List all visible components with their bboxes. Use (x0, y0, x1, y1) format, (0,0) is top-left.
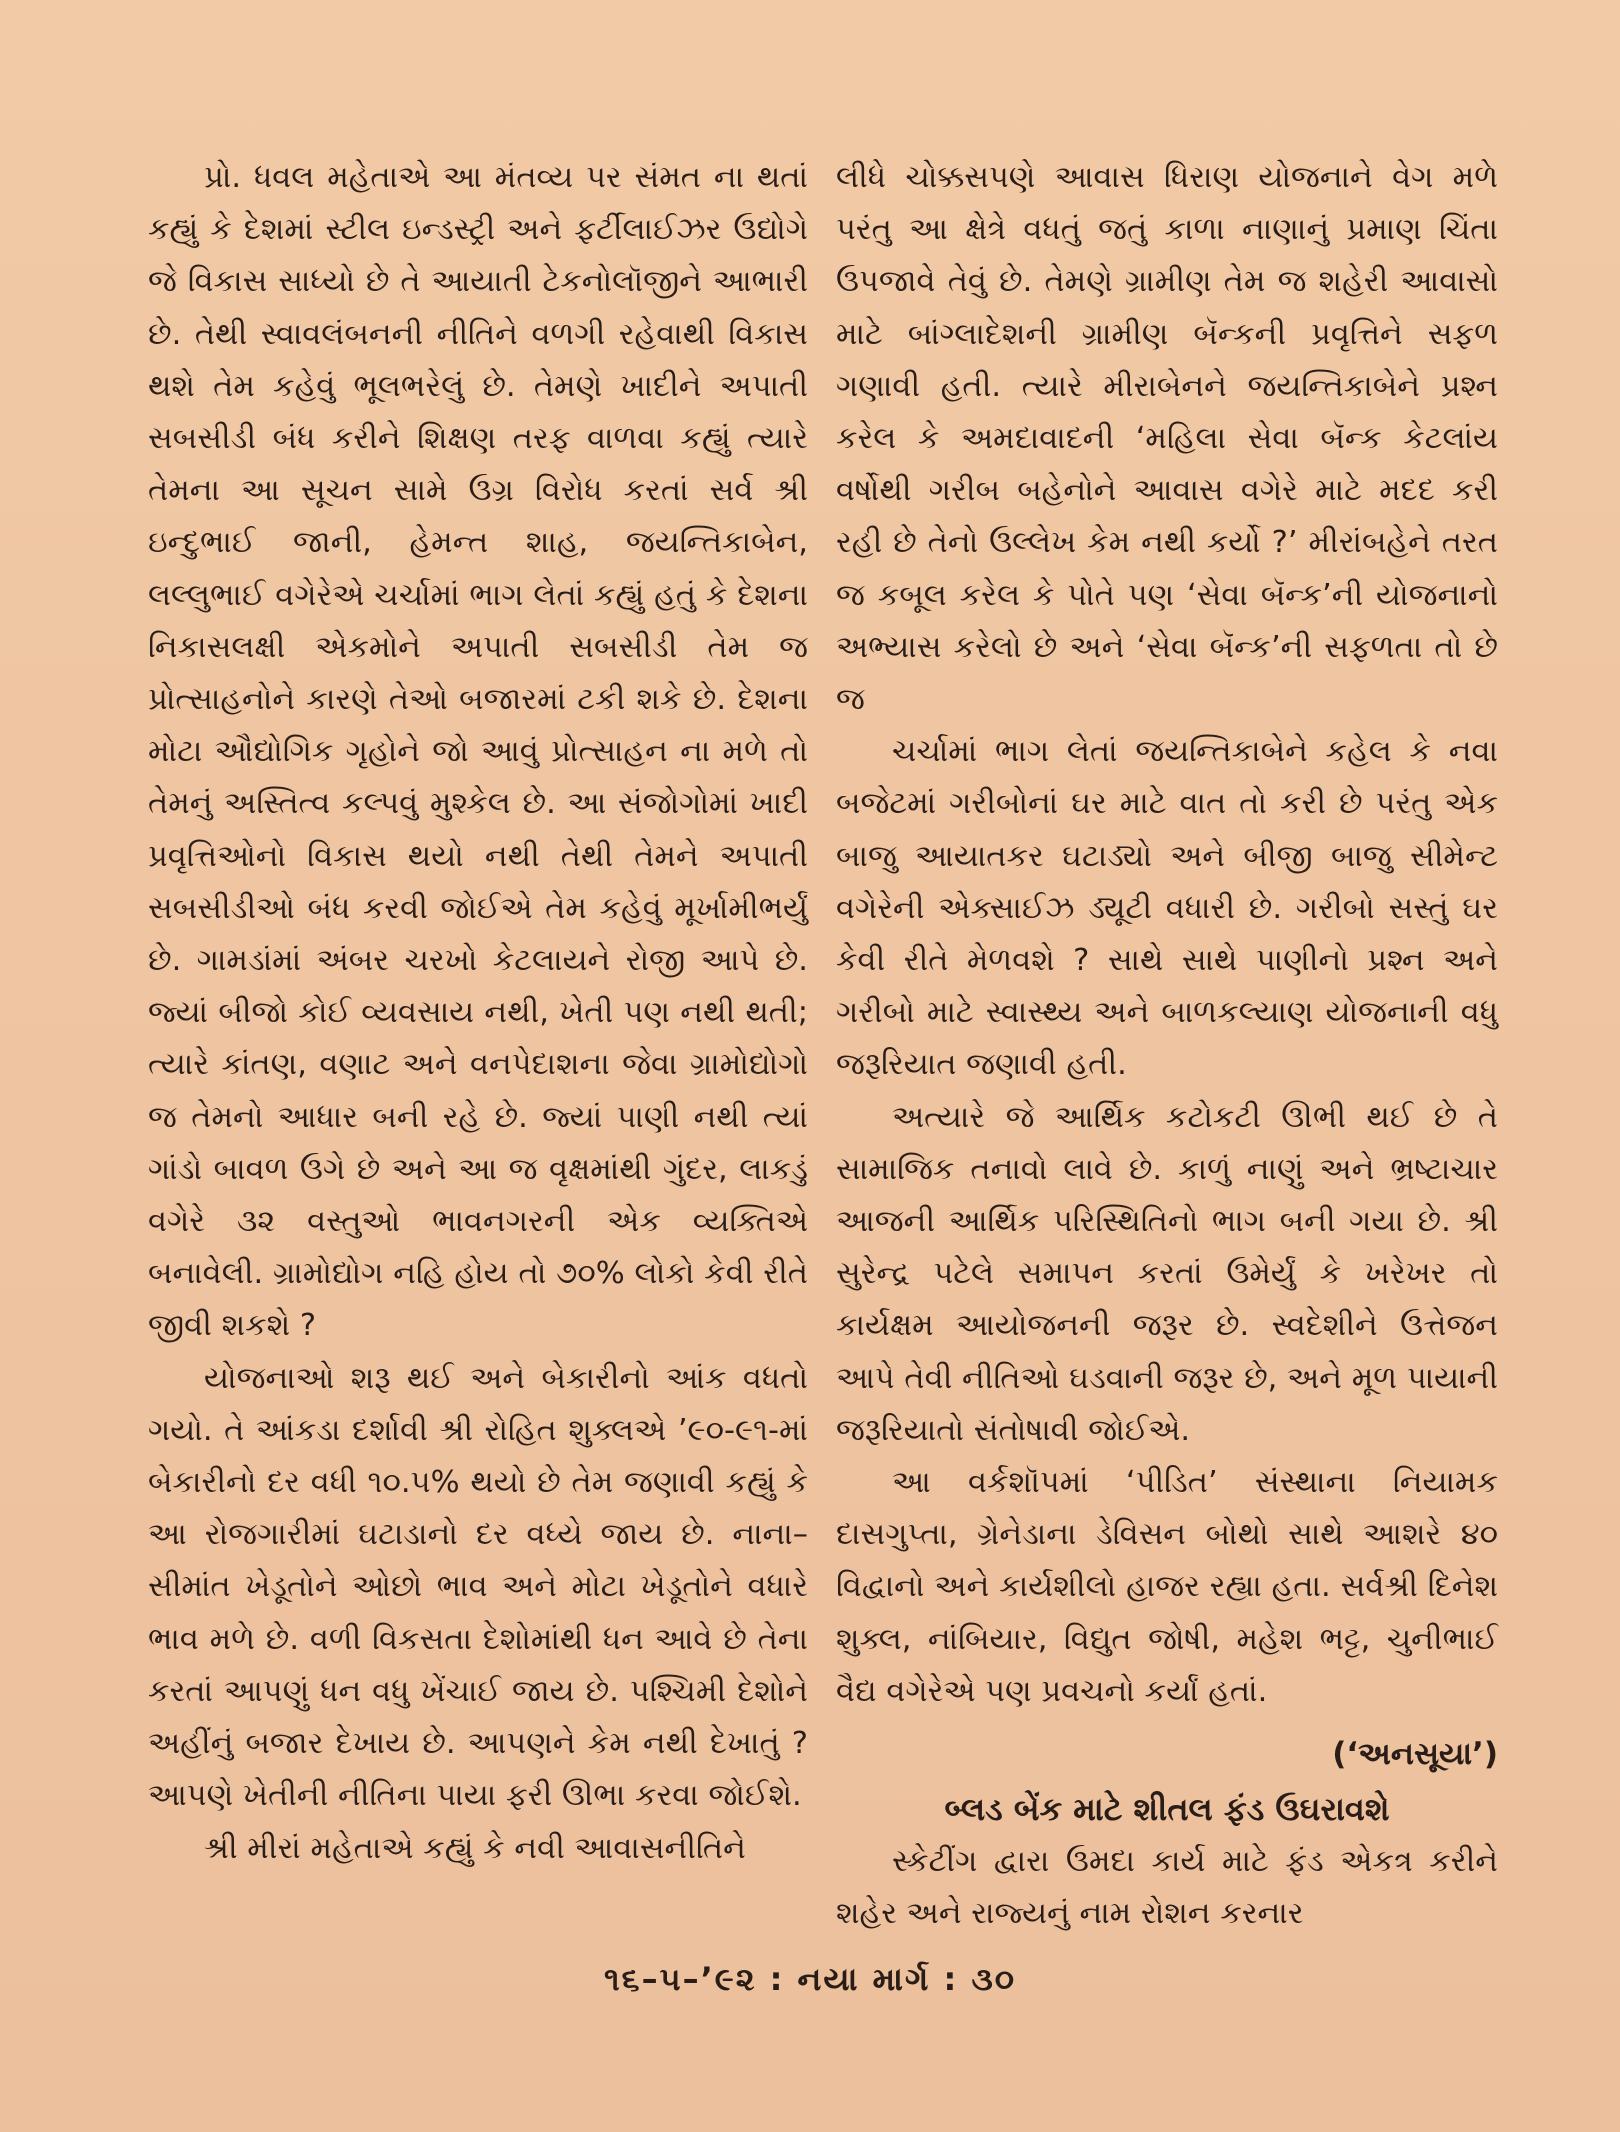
left-column (148, 152, 808, 1875)
article-paragraph: પ્રો. ધવલ મહેતાએ આ મંતવ્ય પર સંમત ના થતાં કહ્યું કે દેશમાં સ્ટીલ ઇન્ડસ્ટ્રી અને ફર્ટીલાઈઝર ઉદ્યોગે જે વિકાસ સાધ્યો છે તે આયાતી ટેકનોલૉજીને આભારી છે. તેથી સ્વાવલંબનની નીતિને વળગી રહેવાથી વિકાસ થશે તેમ કહેવું ભૂલભરેલું છે. તેમણે ખાદીને અપાતી સબસીડી બંધ કરીને શિક્ષણ તરફ વાળવા કહ્યું ત્યારે તેમના આ સૂચન સામે ઉગ્ર વિરોધ કરતાં સર્વ શ્રી ઇન્દુભાઈ જાની, હેમન્ત શાહ, જયન્તિકાબેન, લલ્લુભાઈ વગેરેએ ચર્ચામાં ભાગ લેતાં કહ્યું હતું કે દેશના નિકાસલક્ષી એકમોને અપાતી સબસીડી તેમ જ પ્રોત્સાહનોને કારણે તેઓ બજારમાં ટકી શકે છે. દેશના મોટા ઔદ્યોગિક ગૃહોને જો આવું પ્રોત્સાહન ના મળે તો તેમનું અસ્તિત્વ કલ્પવું મુશ્કેલ છે. આ સંજોગોમાં ખાદી પ્રવૃત્તિઓનો વિકાસ થયો નથી તેથી તેમને અપાતી સબસીડીઓ બંધ કરવી જોઈએ તેમ કહેવું મૂર્ખામીભર્યું છે. ગામડાંમાં અંબર ચરખો કેટલાયને રોજી આપે છે. જ્યાં બીજો કોઈ વ્યવસાય નથી, ખેતી પણ નથી થતી; ત્યારે કાંતણ, વણાટ અને વનપેદાશના જેવા ગ્રામોદ્યોગો જ તેમનો આધાર બની રહે છે. જ્યાં પાણી નથી ત્યાં ગાંડો બાવળ ઉગે છે અને આ જ વૃક્ષમાંથી ગુંદર, લાકડું વગેરે ૩૨ વસ્તુઓ ભાવનગરની એક વ્યક્તિએ બનાવેલી. ગ્રામોદ્યોગ નહિ હોય તો ૭૦% લોકો કેવી રીતે જીવી શકશે ? (148, 160, 808, 1344)
source-attribution: (‘અનસૂયા’) (1332, 1736, 1498, 1773)
news-subheading: બ્લડ બેંક માટે શીતલ ફંડ ઉઘરાવશે (944, 1790, 1390, 1829)
article-paragraph: શ્રી મીરાં મહેતાએ કહ્યું કે નવી આવાસનીતિને (204, 1830, 746, 1866)
page-footer: ૧૬–૫–’૯૨ : નયા માર્ગ : ૩૦ (603, 1960, 1017, 1998)
article-paragraph: ચર્ચામાં ભાગ લેતાં જયન્તિકાબેને કહેલ કે નવા બજેટમાં ગરીબોનાં ઘર માટે વાત તો કરી છે પરંતુ એક બાજુ આયાતકર ઘટાડ્યો અને બીજી બાજુ સીમેન્ટ વગેરેની એક્સાઈઝ ડ્યૂટી વધારી છે. ગરીબો સસ્તું ઘર કેવી રીતે મેળવશે ? સાથે સાથે પાણીનો પ્રશ્ન અને ગરીબો માટે સ્વાસ્થ્ય અને બાળકલ્યાણ યોજનાની વધુ જરૂરિયાત જણાવી હતી. (836, 734, 1498, 1083)
right-column (836, 152, 1498, 1941)
article-paragraph: આ વર્કશૉપમાં ‘પીડિત’ સંસ્થાના નિયામક દાસગુપ્તા, ગ્રેનેડાના ડેવિસન બોથો સાથે આશરે ૪૦ વિદ્વાનો અને કાર્યશીલો હાજર રહ્યા હતા. સર્વશ્રી દિનેશ શુક્લ, નાંબિયાર, વિદ્યુત જોષી, મહેશ ભટ્ટ, ચુનીભાઈ વૈદ્ય વગેરેએ પણ પ્રવચનો કર્યાં હતાં. (836, 1465, 1498, 1709)
article-paragraph: સ્કેટીંગ દ્વારા ઉમદા કાર્ય માટે ફંડ એકત્ર કરીને શહેર અને રાજ્યનું નામ રોશન કરનાર (836, 1844, 1498, 1932)
article-paragraph: લીધે ચોક્કસપણે આવાસ ધિરાણ યોજનાને વેગ મળે પરંતુ આ ક્ષેત્રે વધતું જતું કાળા નાણાનું પ્રમાણ ચિંતા ઉપજાવે તેવું છે. તેમણે ગ્રામીણ તેમ જ શહેરી આવાસો માટે બાંગ્લાદેશની ગ્રામીણ બૅન્કની પ્રવૃત્તિને સફળ ગણાવી હતી. ત્યારે મીરાબેનને જયન્તિકાબેને પ્રશ્ન કરેલ કે અમદાવાદની ‘મહિલા સેવા બૅન્ક કેટલાંય વર્ષોથી ગરીબ બહેનોને આવાસ વગેરે માટે મદદ કરી રહી છે તેનો ઉલ્લેખ કેમ નથી કર્યો ?’ મીરાંબહેને તરત જ કબૂલ કરેલ કે પોતે પણ ‘સેવા બૅન્ક’ની યોજનાનો અભ્યાસ કરેલો છે અને ‘સેવા બૅન્ક’ની સફળતા તો છે જ (836, 160, 1498, 718)
article-paragraph: યોજનાઓ શરૂ થઈ અને બેકારીનો આંક વધતો ગયો. તે આંકડા દર્શાવી શ્રી રોહિત શુક્લએ ’૯૦-૯૧-માં બેકારીનો દર વધી ૧૦.૫% થયો છે તેમ જણાવી કહ્યું કે આ રોજગારીમાં ઘટાડાનો દર વધ્યે જાય છે. નાના–સીમાંત ખેડૂતોને ઓછો ભાવ અને મોટા ખેડૂતોને વધારે ભાવ મળે છે. વળી વિકસતા દેશોમાંથી ધન આવે છે તેના કરતાં આપણું ધન વધુ ખેંચાઈ જાય છે. પશ્ચિમી દેશોને અહીંનું બજાર દેખાય છે. આપણને કેમ નથી દેખાતું ? આપણે ખેતીની નીતિના પાયા ફરી ઊભા કરવા જોઈશે. (148, 1360, 808, 1814)
article-paragraph: અત્યારે જે આર્થિક કટોકટી ઊભી થઈ છે તે સામાજિક તનાવો લાવે છે. કાળું નાણું અને ભ્રષ્ટાચાર આજની આર્થિક પરિસ્થિતિનો ભાગ બની ગયા છે. શ્રી સુરેન્દ્ર પટેલે સમાપન કરતાં ઉમેર્યું કે ખરેખર તો કાર્યક્ષમ આયોજનની જરૂર છે. સ્વદેશીને ઉત્તેજન આપે તેવી નીતિઓ ઘડવાની જરૂર છે, અને મૂળ પાયાની જરૂરિયાતો સંતોષાવી જોઈએ. (836, 1099, 1498, 1448)
